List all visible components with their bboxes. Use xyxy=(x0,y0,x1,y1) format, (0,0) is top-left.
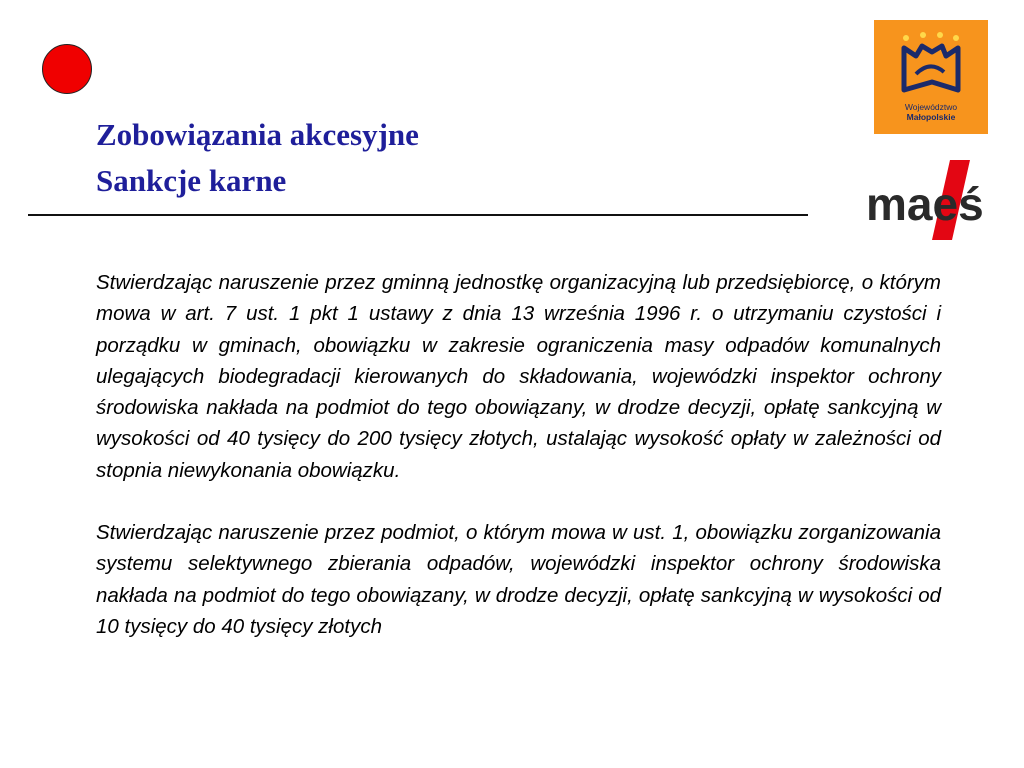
wojewodztwo-line2: Małopolskie xyxy=(906,112,956,122)
red-bullet-icon xyxy=(42,44,92,94)
wojewodztwo-crest-icon xyxy=(896,30,966,100)
title-divider xyxy=(28,214,808,216)
title-line-1: Zobowiązania akcesyjne xyxy=(96,117,419,152)
paragraph-2: Stwierdzając naruszenie przez podmiot, o którym mowa w ust. 1, obowiązku zorganizowania systemu selektywnego zbierania odpadów, wojewódzki inspektor ochrony środowiska nakłada na podmiot do tego obowiązany, w drodze decyzji, opłatę sankcyjną w wysokości od 10 tysięcy do 40 tysięcy złotych xyxy=(96,521,941,638)
title-line-2: Sankcje karne xyxy=(96,163,287,198)
slide-body xyxy=(96,267,941,642)
wojewodztwo-line1: Województwo xyxy=(904,102,958,112)
maes-logo-text: maeś xyxy=(866,178,984,230)
slide-title xyxy=(96,112,419,204)
wojewodztwo-malopolskie-logo xyxy=(874,20,988,134)
paragraph-1: Stwierdzając naruszenie przez gminną jednostkę organizacyjną lub przedsiębiorcę, o którym mowa w art. 7 ust. 1 pkt 1 ustawy z dnia 13 września 1996 r. o utrzymaniu czystości i porządku w gminach, obowiązku w zakresie ograniczenia masy odpadów komunalnych ulegających biodegradacji kierowanych do składowania, wojewódzki inspektor ochrony środowiska nakłada na podmiot do tego obowiązany, w drodze decyzji, opłatę sankcyjną w wysokości od 40 tysięcy do 200 tysięcy złotych, ustalając wysokość opłaty w zależności od stopnia niewykonania obowiązku. xyxy=(96,271,941,482)
maes-logo xyxy=(862,160,1002,240)
maes-logo-icon xyxy=(862,160,1002,240)
